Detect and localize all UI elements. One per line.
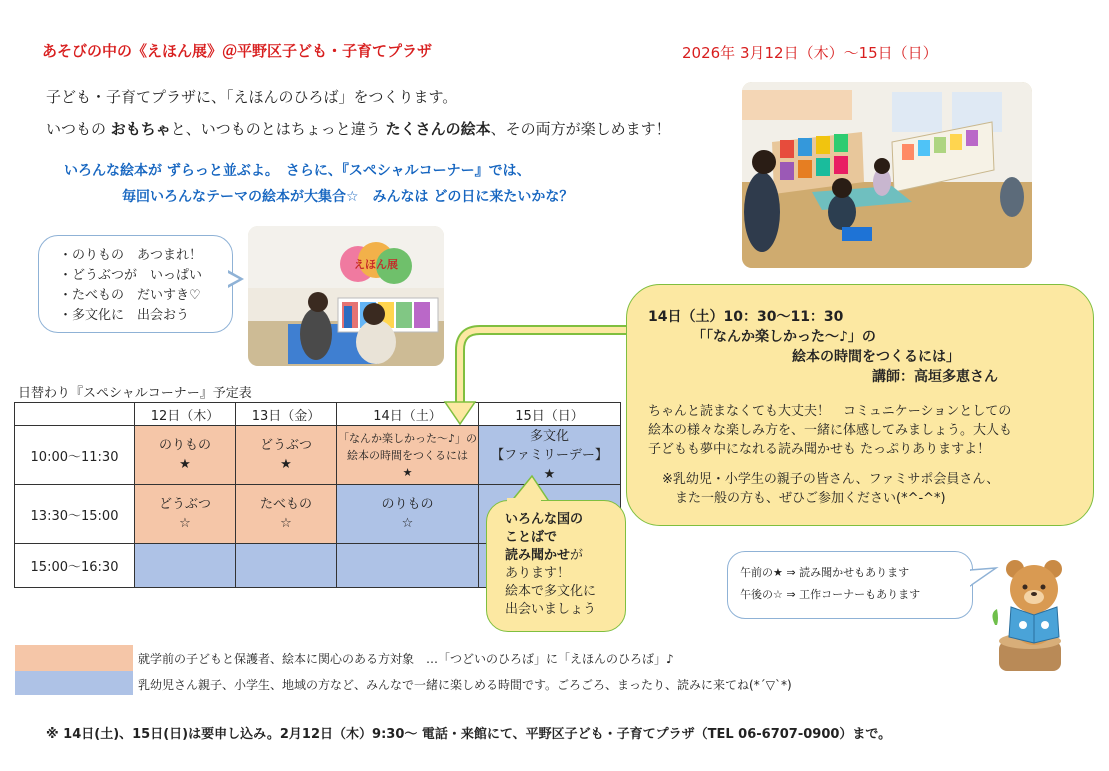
intro-line-2 <box>46 118 671 139</box>
legend-pm: 午後の☆ ⇒ 工作コーナーもあります <box>740 588 921 601</box>
mc-line: が <box>570 548 584 563</box>
exhibition-photo-small <box>248 226 444 366</box>
event-note <box>662 470 999 508</box>
mc-line: ことばで <box>505 530 558 545</box>
schedule-title: 日替わり『スペシャルコーナー』予定表 <box>18 386 252 401</box>
key-swatch-orange <box>15 645 133 671</box>
event-title-line-1: 「「なんか楽しかった～♪」の <box>692 329 876 345</box>
event-lecturer: 講師：高垣多恵さん <box>872 369 998 385</box>
key-swatch-blue <box>15 671 133 695</box>
schedule-cell <box>236 426 337 485</box>
cell-text: 多文化 【ファミリーデー】 ★ <box>491 428 608 482</box>
themes-bubble <box>38 235 233 333</box>
mc-line: あります！ <box>505 566 571 581</box>
intro-line-1: 子ども・子育てプラザに、「えほんのひろば」をつくります。 <box>46 88 458 106</box>
theme-item: ・ どうぶつが いっぱい <box>59 266 220 286</box>
schedule-cell <box>337 485 479 544</box>
intro-emphasis: たくさんの絵本 <box>385 120 491 138</box>
schedule-cell <box>135 544 236 588</box>
mc-line: いろんな国の <box>505 512 584 527</box>
key-text-orange: 就学前の子どもと保護者、絵本に関心のある方対象 …「つどいのひろば」に「えほんのひろば」♪ <box>138 652 674 666</box>
cell-text: どうぶつ ☆ <box>158 497 211 531</box>
bear-reading-icon <box>985 555 1085 675</box>
intro-emphasis: おもちゃ <box>110 120 171 138</box>
intro-text: いつもの <box>46 120 111 138</box>
event-description <box>648 402 1078 459</box>
cell-text: 「なんか楽しかった～♪」の 絵本の時間をつくるには ★ <box>337 431 478 479</box>
cell-text: のりもの ☆ <box>381 497 434 531</box>
intro-text: 、その両方が楽しめます！ <box>490 120 671 138</box>
table-corner <box>15 403 135 426</box>
legend-bubble <box>727 551 973 619</box>
schedule-cell <box>135 426 236 485</box>
event-body-line: ちゃんと読まなくても大丈夫！ コミュニケーションとしての <box>648 404 1012 419</box>
event-body-line: 子どもも夢中になれる読み聞かせも たっぷりありますよ！ <box>648 442 991 457</box>
day-header: 14日（土） <box>337 403 479 426</box>
event-title-line-2: 絵本の時間をつくるには」 <box>792 349 960 365</box>
highlight-line-1: いろんな絵本が ずらっと並ぶよ。 さらに、『スペシャルコーナー』では、 <box>64 163 531 179</box>
schedule-cell <box>135 485 236 544</box>
cell-text: のりもの ★ <box>158 438 211 472</box>
highlight-line-2: 毎回いろんなテーマの絵本が大集合☆ みんなは どの日に来たいかな？ <box>122 189 574 205</box>
cell-text: どうぶつ ★ <box>259 438 312 472</box>
theme-item: ・ のりもの あつまれ！ <box>59 246 220 266</box>
page-title: あそびの中の《えほん展》＠平野区子ども・子育てプラザ <box>42 42 433 60</box>
theme-item: ・ 多文化に 出会おう <box>59 306 220 326</box>
day-header: 15日（日） <box>479 403 621 426</box>
theme-item: ・ たべもの だいすき♡ <box>59 286 220 306</box>
schedule-cell <box>236 485 337 544</box>
arrow-to-schedule-icon <box>440 318 640 438</box>
mc-line: 読み聞かせ <box>505 548 571 563</box>
event-note-line: また一般の方も、ぜひご参加ください(*^-^*) <box>662 491 946 506</box>
bubble-tail-inner <box>226 272 239 286</box>
day-header: 13日（金） <box>236 403 337 426</box>
multicultural-bubble <box>486 500 626 632</box>
event-note-line: ※乳幼児・小学生の親子の皆さん、ファミサポ会員さん、 <box>662 472 1000 487</box>
mc-line: 出会いましょう <box>505 602 597 617</box>
event-body-line: 絵本の様々な楽しみ方を、一緒に体感してみましょう。大人も <box>648 423 1013 438</box>
schedule-cell <box>337 544 479 588</box>
mc-line: 絵本で多文化に <box>505 584 597 599</box>
day-header: 12日（木） <box>135 403 236 426</box>
legend-am: 午前の★ ⇒ 読み聞かせもあります <box>740 566 910 579</box>
time-slot: 15:00～16:30 <box>15 544 135 588</box>
event-date: 2026年 3月12日（木）～15日（日） <box>682 44 938 62</box>
time-slot: 10:00～11:30 <box>15 426 135 485</box>
schedule-cell <box>236 544 337 588</box>
footer-note: ※ 14日(土)、15日(日)は要申し込み。2月12日（木）9:30～ 電話・来館にて、平野区子ども・子育てプラザ（TEL 06-6707-0900）まで。 <box>46 727 892 742</box>
photo-sign: えほん展 <box>354 258 398 271</box>
event-time: 14日（土）10：30～11：30 <box>648 309 844 325</box>
time-slot: 13:30～15:00 <box>15 485 135 544</box>
cell-text: たべもの ☆ <box>259 497 312 531</box>
intro-text: と、いつものとはちょっと違う <box>170 120 386 138</box>
bubble-pointer-mask <box>502 498 542 504</box>
exhibition-photo-main <box>742 82 1032 268</box>
key-text-blue: 乳幼児さん親子、小学生、地域の方など、みんなで一緒に楽しめる時間です。ごろごろ、まったり、読みに来てね(*´▽`*) <box>138 678 792 692</box>
